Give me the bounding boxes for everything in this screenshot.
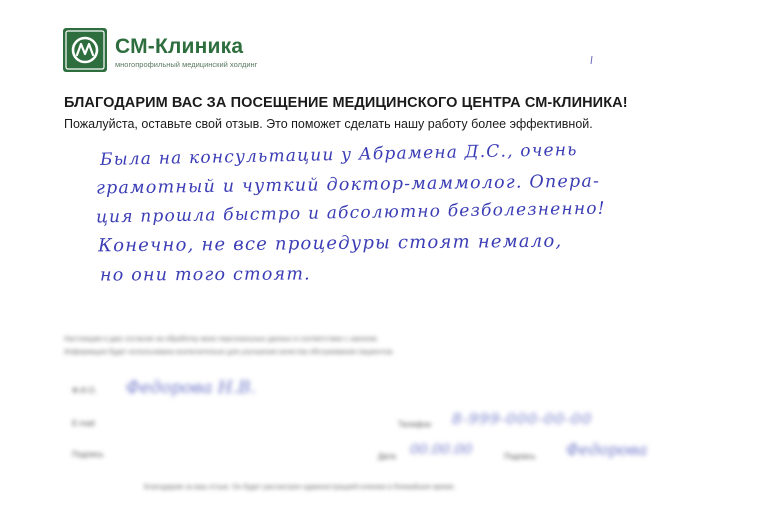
review-line: ция прошла быстро и абсолютно безболезненно! [95, 198, 606, 228]
cm-clinic-logo-icon [63, 28, 107, 72]
brand-block [115, 36, 257, 69]
signature-section-label: Подпись [72, 450, 104, 459]
page-title: БЛАГОДАРИМ ВАС ЗА ПОСЕЩЕНИЕ МЕДИЦИНСКОГО ЦЕНТРА СМ-КЛИНИКА! [64, 95, 628, 111]
review-line: Конечно, не все процедуры стоят немало, [97, 230, 563, 257]
pen-mark [590, 56, 593, 64]
signature-label: Подпись [504, 452, 536, 461]
name-value: Федорова Н.В. [126, 378, 256, 398]
email-label: E-mail [72, 419, 95, 428]
brand-name: СМ-Клиника [115, 35, 244, 58]
name-label: Ф.И.О. [72, 386, 97, 395]
privacy-consent-text: Информация будет использована исключительно для улучшения качества обслуживания пациентов. [64, 349, 395, 356]
signature-value: Федорова [566, 440, 648, 459]
review-line: грамотный и чуткий доктор-маммолог. Опера- [95, 171, 601, 199]
page-subtitle: Пожалуйста, оставьте свой отзыв. Это поможет сделать нашу работу более эффективной. [64, 117, 593, 131]
date-value: 00.00.00 [410, 442, 473, 458]
brand-tagline: многопрофильный медицинский холдинг [115, 60, 258, 69]
footer-note: Благодарим за ваш отзыв. Он будет рассмотрен администрацией клиники в ближайшее время. [144, 484, 456, 491]
review-line: Была на консультации у Абрамена Д.С., очень [99, 140, 578, 170]
phone-value: 8-999-000-00-00 [452, 410, 593, 428]
phone-label: Телефон [398, 420, 432, 429]
date-label: Дата [378, 452, 396, 461]
review-line: но они того стоят. [99, 264, 311, 286]
privacy-consent-text: Настоящим я даю согласие на обработку моих персональных данных в соответствии с законом. [64, 336, 379, 343]
